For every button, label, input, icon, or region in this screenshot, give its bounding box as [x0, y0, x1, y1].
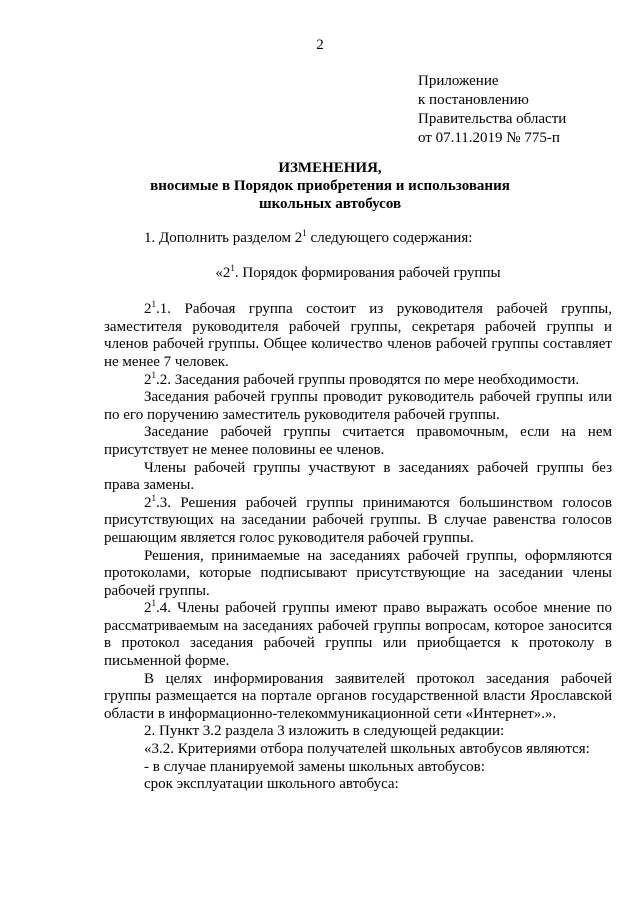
paragraph — [104, 600, 612, 670]
section-heading — [104, 262, 612, 283]
para-text: .3. Решения рабочей группы принимаются большинством голосов присутствующих на заседании рабочей группы. В случае равенства голосов решающим является голос руководителя рабочей группы. — [104, 494, 612, 546]
annex-line: от 07.11.2019 № 775-п — [418, 130, 560, 146]
superscript: 1 — [151, 598, 156, 609]
document-title — [100, 159, 560, 213]
annex-line: Приложение — [418, 73, 499, 89]
para-text: 2 — [144, 371, 152, 388]
para-text: .1. Рабочая группа состоит из руководителя рабочей группы, заместителя руководителя рабочей группы, секретаря рабочей группы и членов рабочей группы. Общее количество членов рабочей группы составляет не менее 7 человек. — [104, 301, 612, 370]
title-line: ИЗМЕНЕНИЯ, — [278, 160, 382, 176]
item-1-text: 1. Дополнить разделом 2 — [144, 230, 303, 246]
paragraph: «3.2. Критериями отбора получателей школьных автобусов являются: — [144, 741, 590, 758]
item-1 — [104, 230, 612, 248]
title-line: школьных автобусов — [258, 196, 402, 212]
annex-block — [418, 72, 566, 148]
document-body — [104, 230, 612, 794]
superscript: 1 — [151, 369, 156, 380]
superscript: 1 — [151, 492, 156, 503]
paragraph: Заседания рабочей группы проводит руководитель рабочей группы или по его поручению заместитель руководителя рабочей группы. — [104, 389, 612, 423]
paragraph — [104, 492, 612, 548]
superscript: 1 — [302, 228, 307, 238]
section-heading-text: . Порядок формирования рабочей группы — [234, 264, 501, 281]
paragraph: Заседание рабочей группы считается правомочным, если на нем присутствует не менее половины ее членов. — [104, 424, 612, 458]
paragraph: срок эксплуатации школьного автобуса: — [144, 776, 399, 793]
para-text: .2. Заседания рабочей группы проводятся по мере необходимости. — [156, 371, 580, 388]
paragraph: Решения, принимаемые на заседаниях рабочей группы, оформляются протоколами, которые подписывают присутствующие на заседании члены рабочей группы. — [104, 547, 612, 599]
page-number: 2 — [316, 37, 324, 53]
section-heading-text: «2 — [215, 264, 231, 281]
annex-line: к постановлению — [418, 92, 529, 108]
superscript: 1 — [230, 262, 235, 273]
title-line: вносимые в Порядок приобретения и использования — [150, 178, 510, 194]
para-text: 2 — [144, 600, 152, 617]
paragraph: - в случае планируемой замены школьных автобусов: — [144, 758, 485, 775]
annex-line: Правительства области — [418, 111, 567, 127]
paragraph — [104, 369, 612, 390]
paragraph: 2. Пункт 3.2 раздела 3 изложить в следующей редакции: — [144, 723, 505, 740]
paragraph — [104, 301, 612, 371]
superscript: 1 — [151, 299, 156, 310]
paragraph: Члены рабочей группы участвуют в заседаниях рабочей группы без права замены. — [104, 459, 612, 494]
item-1-text: следующего содержания: — [306, 230, 473, 246]
para-text: 2 — [144, 301, 152, 318]
para-text: .4. Члены рабочей группы имеют право выражать особое мнение по рассматриваемым на заседаниях рабочей группы вопросам, которое заносится в протокол заседания рабочей группы или приобщается к протоколу в письменной форме. — [104, 600, 612, 670]
paragraph: В целях информирования заявителей протокол заседания рабочей группы размещается на портале органов государственной власти Ярославской области в информационно-телекоммуникационной сети «Интернет».». — [104, 670, 612, 722]
para-text: 2 — [144, 494, 152, 511]
